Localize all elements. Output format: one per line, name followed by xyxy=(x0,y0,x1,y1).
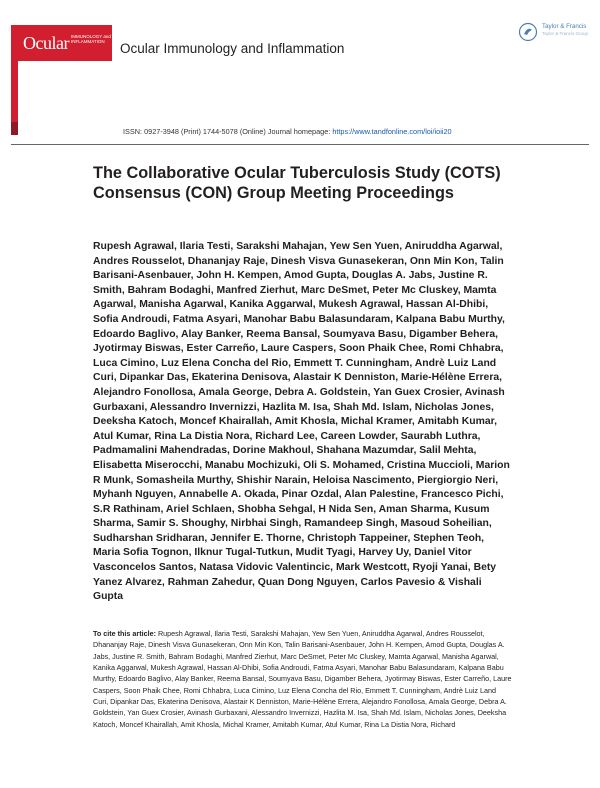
publisher-emblem-icon xyxy=(518,22,538,42)
citation-text: Rupesh Agrawal, Ilaria Testi, Sarakshi Mahajan, Yew Sen Yuen, Aniruddha Agarwal, Andres Rousselot, Dhananjay Raje, Dinesh Visva Gunasekeran, Onn Min Kon, Talin Barisani-Asenbauer, John H. Kempen, Amod Gupta, Douglas A. Jabs, Justine R. Smith, Bahram Bodaghi, Manfred Zierhut, Marc DeSmet, Peter Mc Cluskey, Mamta Agarwal, Manisha Agarwal, Kanika Aggarwal, Mukesh Agrawal, Hassan Al-Dhibi, Sofia Androudi, Fatma Asyari, Manohar Babu Balasundaram, Kalpana Babu Murthy, Edoardo Baglivo, Alay Banker, Reema Bansal, Soumyava Basu, Digamber Behera, Jyotirmay Biswas, Ester Carreño, Laure Caspers, Soon Phaik Chee, Romi Chhabra, Luca Cimino, Luz Elena Concha del Rio, Emmett T. Cunningham, Andrè Luiz Land Curi, Dipankar Das, Ekaterina Denisova, Alastair K Denniston, Marie-Hélène Errera, Alejandro Fonollosa, Amala George, Debra A. Goldstein, Yan Guex Crosier, Avinash Gurbaxani, Alessandro Invernizzi, Hazlita M. Isa, Shah Md. Islam, Nicholas Jones, Deeksha Katoch, Moncef Khairallah, Amit Khosla, Michal Kramer, Amitabh Kumar, Atul Kumar, Rina La Distia Nora, Richard xyxy=(93,629,512,729)
logo-side-strip-dark xyxy=(11,122,18,135)
publisher-name: Taylor & Francis xyxy=(542,23,587,30)
article-title[interactable]: The Collaborative Ocular Tuberculosis Study (COTS) Consensus (CON) Group Meeting Proceedings xyxy=(93,164,501,202)
journal-title[interactable]: Ocular Immunology and Inflammation xyxy=(120,41,345,56)
logo-subtitle xyxy=(71,34,111,44)
issn-line xyxy=(123,127,452,136)
citation-label: To cite this article: xyxy=(93,629,156,638)
logo-wordmark: Ocular xyxy=(23,33,69,53)
logo-red-banner xyxy=(11,25,112,61)
header-divider xyxy=(11,144,589,145)
publisher-group: Taylor & Francis Group xyxy=(542,31,589,36)
publisher-logo[interactable] xyxy=(518,22,590,44)
journal-homepage-link[interactable]: https://www.tandfonline.com/loi/ioii20 xyxy=(332,127,452,136)
logo-subtitle-line2: INFLAMMATION xyxy=(71,39,105,44)
journal-logo xyxy=(11,25,116,135)
author-list: Rupesh Agrawal, Ilaria Testi, Sarakshi Mahajan, Yew Sen Yuen, Aniruddha Agarwal, Andres Rousselot, Dhananjay Raje, Dinesh Visva Gunasekeran, Onn Min Kon, Talin Barisani-Asenbauer, John H. Kempen, Amod Gupta, Douglas A. Jabs, Justine R. Smith, Bahram Bodaghi, Manfred Zierhut, Marc DeSmet, Peter Mc Cluskey, Mamta Agarwal, Manisha Agarwal, Kanika Aggarwal, Mukesh Agrawal, Hassan Al-Dhibi, Sofia Androudi, Fatma Asyari, Manohar Babu Balasundaram, Kalpana Babu Murthy, Edoardo Baglivo, Alay Banker, Reema Bansal, Soumyava Basu, Digamber Behera, Jyotirmay Biswas, Ester Carreño, Laure Caspers, Soon Phaik Chee, Romi Chhabra, Luca Cimino, Luz Elena Concha del Rio, Emmett T. Cunningham, Andrè Luiz Land Curi, Dipankar Das, Ekaterina Denisova, Alastair K Denniston, Marie-Hélène Errera, Alejandro Fonollosa, Amala George, Debra A. Goldstein, Yan Guex Crosier, Avinash Gurbaxani, Alessandro Invernizzi, Hazlita M. Isa, Shah Md. Islam, Nicholas Jones, Deeksha Katoch, Moncef Khairallah, Amit Khosla, Michal Kramer, Amitabh Kumar, Atul Kumar, Rina La Distia Nora, Richard Lee, Careen Lowder, Saurabh Luthra, Padmamalini Mahendradas, Dorine Makhoul, Shahana Mazumdar, Salil Mehta, Elisabetta Miserocchi, Manabu Mochizuki, Oli S. Mohamed, Cristina Muccioli, Marion R Munk, Somasheila Murthy, Shishir Narain, Heloisa Nascimento, Piergiorgio Neri, Myhanh Nguyen, Annabelle A. Okada, Pinar Ozdal, Alan Palestine, Francesco Pichi, S.R Rathinam, Ariel Schlaen, Shobha Sehgal, H Nida Sen, Aman Sharma, Kusum Sharma, Samir S. Shoughy, Nirbhai Singh, Ramandeep Singh, Masoud Soheilian, Sudharshan Sridharan, Jennifer E. Thorne, Christoph Tappeiner, Stephen Teoh, Maria Sofia Tognon, Ilknur Tugal-Tutkun, Mudit Tyagi, Harvey Uy, Daniel Vitor Vasconcelos Santos, Natasa Vidovic Valentincic, Mark Westcott, Ryoji Yanai, Bety Yanez Alvarez, Rahman Zahedur, Quan Dong Nguyen, Carlos Pavesio & Vishali Gupta xyxy=(93,241,510,603)
issn-text: ISSN: 0927-3948 (Print) 1744-5078 (Online) Journal homepage: xyxy=(123,127,333,136)
logo-subtitle-line1: IMMUNOLOGY and xyxy=(71,34,111,39)
citation-block xyxy=(93,628,513,730)
